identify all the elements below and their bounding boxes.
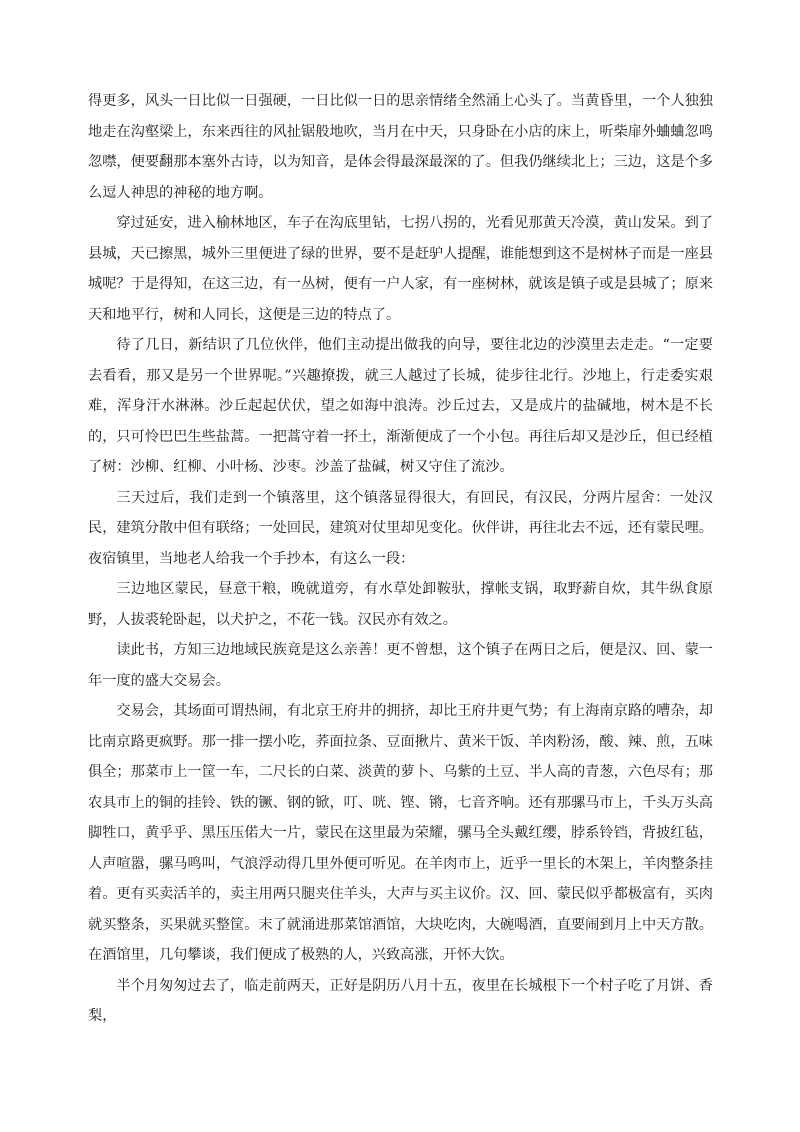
paragraph-8: 半个月匆匆过去了，临走前两天，正好是阴历八月十五，夜里在长城根下一个村子吃了月饼、香梨， <box>88 977 713 1024</box>
paragraph-3: 待了几日，新结识了几位伙伴，他们主动提出做我的向导，要往北边的沙漠里去走走。“一定要去看看，那又是另一个世界呢。”兴趣撩拨，就三人越过了长城，徒步往北行。沙地上，行走委实艰难，浑身汗水淋淋。沙丘起起伏伏，望之如海中浪涛。沙丘过去，又是成片的盐碱地，树木是不长的，只可怜巴巴生些盐蒿。一把蒿守着一抔土，渐渐便成了一个小包。再往后却又是沙丘，但已经植了树：沙柳、红柳、小叶杨、沙枣。沙盖了盐碱，树又守住了流沙。 <box>88 337 713 475</box>
article-body <box>88 86 713 1032</box>
paragraph-2: 穿过延安，进入榆林地区，车子在沟底里钻，七拐八拐的，光看见那黄天冷漠，黄山发呆。到了县城，天已擦黑，城外三里便进了绿的世界，要不是赶驴人提醒，谁能想到这不是树林子而是一座县城呢？于是得知，在这三边，有一丛树，便有一户人家，有一座树林，就该是镇子或是县城了；原来天和地平行，树和人同长，这便是三边的特点了。 <box>88 215 713 323</box>
paragraph-6: 读此书，方知三边地域民族竟是这么亲善！更不曾想，这个镇子在两日之后，便是汉、回、蒙一年一度的盛大交易会。 <box>88 642 713 689</box>
paragraph-quote: 三边地区蒙民，昼意干粮，晚就道旁，有水草处卸鞍驮，撑帐支锅，取野薪自炊，其牛纵食原野，人拔裘轮卧起，以犬护之，不花一钱。汉民亦有效之。 <box>88 581 713 628</box>
paragraph-1: 得更多，风头一日比似一日强硬，一日比似一日的思亲情绪全然涌上心头了。当黄昏里，一个人独独地走在沟壑梁上，东来西往的风扯锯般地吹，当月在中天，只身卧在小店的床上，听柴扉外蛐蛐忽鸣忽噤，便要翻那本塞外古诗，以为知音，是体会得最深最深的了。但我仍继续北上；三边，这是个多么逗人神思的神秘的地方啊。 <box>88 93 713 201</box>
paragraph-7: 交易会，其场面可谓热闹，有北京王府井的拥挤，却比王府井更气势；有上海南京路的嘈杂，却比南京路更疯野。那一排一摆小吃，荞面拉条、豆面揪片、黄米干饭、羊肉粉汤，酸、辣、煎，五味俱全；那菜市上一筐一车，二尺长的白菜、淡黄的萝卜、乌紫的土豆、半人高的青葱，六色尽有；那农具市上的铜的挂铃、铁的镢、钢的锨，叮、咣、铿、锵，七音齐响。还有那骡马市上，千头万头高脚牲口，黄乎乎、黑压压偌大一片，蒙民在这里最为荣耀，骡马全头戴红缨，脖系铃铛，背披红毡，人声喧嚣，骡马鸣叫，气浪浮动得几里外便可听见。在羊肉市上，近乎一里长的木架上，羊肉整条挂着。更有买卖活羊的，卖主用两只腿夹住羊头，大声与买主议价。汉、回、蒙民似乎都极富有，买肉就买整条，买果就买整筐。末了就涌进那菜馆酒馆，大块吃肉，大碗喝酒，直要闹到月上中天方散。在酒馆里，几句攀谈，我们便成了极熟的人，兴致高涨，开怀大饮。 <box>88 703 713 963</box>
paragraph-4: 三天过后，我们走到一个镇落里，这个镇落显得很大，有回民，有汉民，分两片屋舍：一处汉民，建筑分散中但有联络；一处回民，建筑对仗里却见变化。伙伴讲，再往北去不远，还有蒙民哩。夜宿镇里，当地老人给我一个手抄本，有这么一段： <box>88 489 713 567</box>
